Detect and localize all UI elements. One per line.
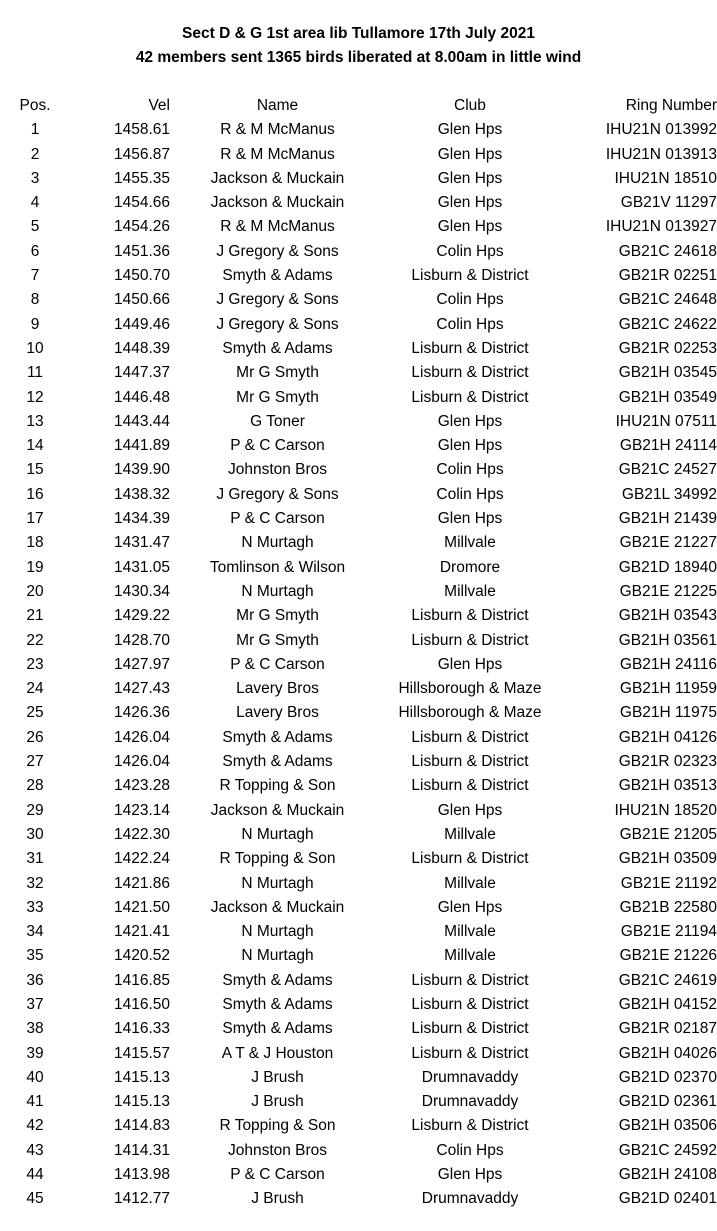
cell-vel: 1423.28 — [113, 777, 170, 795]
cell-pos: 9 — [30, 315, 40, 333]
cell-club: Lisburn & District — [411, 728, 529, 746]
cell-pos: 3 — [30, 169, 40, 187]
cell-club: Colin Hps — [436, 315, 504, 333]
table-row — [0, 386, 717, 410]
cell-vel: 1439.90 — [113, 461, 170, 479]
table-row — [0, 507, 717, 531]
cell-vel: 1414.31 — [113, 1141, 170, 1159]
cell-pos: 20 — [26, 582, 44, 600]
cell-name: J Gregory & Sons — [216, 242, 339, 260]
cell-pos: 44 — [26, 1166, 44, 1184]
cell-vel: 1421.41 — [113, 923, 170, 941]
table-row — [0, 264, 717, 288]
table-row — [0, 118, 717, 142]
cell-club: Millvale — [444, 582, 496, 600]
cell-ring-number: GB21H 24114 — [619, 437, 717, 455]
cell-vel: 1428.70 — [113, 631, 170, 649]
table-row — [0, 993, 717, 1017]
cell-vel: 1414.83 — [113, 1117, 170, 1135]
cell-vel: 1431.05 — [113, 558, 170, 576]
cell-ring-number: GB21H 03509 — [618, 850, 717, 868]
cell-ring-number: GB21E 21192 — [620, 874, 717, 892]
cell-name: Lavery Bros — [236, 680, 319, 698]
cell-vel: 1447.37 — [113, 364, 170, 382]
cell-club: Lisburn & District — [411, 339, 529, 357]
cell-vel: 1456.87 — [113, 145, 170, 163]
cell-club: Glen Hps — [437, 437, 503, 455]
cell-club: Glen Hps — [437, 510, 503, 528]
cell-ring-number: GB21C 24622 — [618, 315, 717, 333]
cell-pos: 6 — [30, 242, 40, 260]
cell-pos: 15 — [26, 461, 44, 479]
cell-club: Millvale — [444, 534, 496, 552]
table-row — [0, 1042, 717, 1066]
cell-name: N Murtagh — [241, 923, 314, 941]
cell-ring-number: GB21C 24619 — [618, 971, 717, 989]
cell-pos: 18 — [26, 534, 44, 552]
cell-ring-number: GB21H 11959 — [619, 680, 717, 698]
cell-pos: 43 — [26, 1141, 44, 1159]
cell-vel: 1427.97 — [113, 655, 170, 673]
cell-pos: 13 — [26, 412, 44, 430]
table-row — [0, 167, 717, 191]
cell-vel: 1412.77 — [113, 1190, 170, 1208]
cell-pos: 27 — [26, 753, 44, 771]
table-row — [0, 604, 717, 628]
cell-name: Smyth & Adams — [222, 1020, 333, 1038]
cell-pos: 14 — [26, 437, 44, 455]
cell-vel: 1454.26 — [113, 218, 170, 236]
cell-club: Hillsborough & Maze — [398, 704, 542, 722]
cell-pos: 24 — [26, 680, 44, 698]
table-row — [0, 920, 717, 944]
cell-ring-number: GB21H 03513 — [618, 777, 717, 795]
cell-vel: 1416.50 — [113, 995, 170, 1013]
table-row — [0, 1114, 717, 1138]
cell-pos: 29 — [26, 801, 44, 819]
table-row — [0, 1187, 717, 1211]
cell-pos: 31 — [26, 850, 44, 868]
table-row — [0, 799, 717, 823]
cell-club: Lisburn & District — [411, 1044, 529, 1062]
cell-name: G Toner — [250, 412, 305, 430]
cell-name: P & C Carson — [230, 1166, 325, 1184]
column-header-name: Name — [256, 97, 299, 114]
column-header-vel: Vel — [148, 97, 170, 114]
cell-ring-number: GB21V 11297 — [620, 194, 717, 212]
cell-vel: 1448.39 — [113, 339, 170, 357]
cell-club: Glen Hps — [437, 169, 503, 187]
cell-vel: 1420.52 — [113, 947, 170, 965]
table-row — [0, 556, 717, 580]
table-row — [0, 872, 717, 896]
cell-ring-number: GB21E 21194 — [620, 923, 717, 941]
cell-ring-number: GB21C 24618 — [618, 242, 717, 260]
table-row — [0, 361, 717, 385]
table-row — [0, 944, 717, 968]
cell-name: Smyth & Adams — [222, 753, 333, 771]
column-header-pos: Pos. — [19, 97, 51, 114]
cell-name: R Topping & Son — [219, 850, 336, 868]
table-row — [0, 434, 717, 458]
table-row — [0, 313, 717, 337]
cell-pos: 38 — [26, 1020, 44, 1038]
cell-name: J Gregory & Sons — [216, 291, 339, 309]
cell-pos: 7 — [30, 267, 40, 285]
cell-pos: 26 — [26, 728, 44, 746]
cell-pos: 32 — [26, 874, 44, 892]
cell-pos: 37 — [26, 995, 44, 1013]
table-row — [0, 580, 717, 604]
table-row — [0, 774, 717, 798]
cell-ring-number: GB21H 03545 — [618, 364, 717, 382]
table-row — [0, 483, 717, 507]
cell-name: Mr G Smyth — [236, 607, 319, 625]
cell-ring-number: GB21C 24527 — [618, 461, 717, 479]
cell-pos: 21 — [26, 607, 44, 625]
cell-pos: 35 — [26, 947, 44, 965]
cell-pos: 36 — [26, 971, 44, 989]
cell-vel: 1443.44 — [113, 412, 170, 430]
cell-pos: 34 — [26, 923, 44, 941]
cell-ring-number: IHU21N 013927 — [605, 218, 717, 236]
table-row — [0, 896, 717, 920]
cell-ring-number: GB21C 24592 — [618, 1141, 717, 1159]
cell-club: Lisburn & District — [411, 388, 529, 406]
cell-name: R Topping & Son — [219, 1117, 336, 1135]
cell-club: Glen Hps — [437, 412, 503, 430]
cell-pos: 11 — [26, 364, 44, 382]
cell-ring-number: GB21D 02361 — [618, 1093, 717, 1111]
cell-vel: 1458.61 — [113, 121, 170, 139]
cell-club: Glen Hps — [437, 145, 503, 163]
cell-vel: 1434.39 — [113, 510, 170, 528]
cell-name: R & M McManus — [220, 145, 335, 163]
cell-club: Lisburn & District — [411, 364, 529, 382]
cell-pos: 8 — [30, 291, 40, 309]
cell-vel: 1416.85 — [113, 971, 170, 989]
cell-club: Glen Hps — [437, 801, 503, 819]
cell-pos: 40 — [26, 1068, 44, 1086]
race-title: Sect D & G 1st area lib Tullamore 17th July 2021 — [182, 25, 535, 42]
cell-vel: 1416.33 — [113, 1020, 170, 1038]
cell-club: Lisburn & District — [411, 777, 529, 795]
cell-vel: 1415.57 — [113, 1044, 170, 1062]
cell-name: Mr G Smyth — [236, 631, 319, 649]
cell-pos: 2 — [30, 145, 40, 163]
table-row — [0, 1163, 717, 1187]
cell-name: N Murtagh — [241, 582, 314, 600]
table-row — [0, 337, 717, 361]
cell-ring-number: IHU21N 07511 — [615, 412, 717, 430]
table-row — [0, 531, 717, 555]
cell-club: Glen Hps — [437, 218, 503, 236]
cell-name: J Brush — [251, 1068, 304, 1086]
table-row — [0, 701, 717, 725]
cell-ring-number: GB21H 04152 — [618, 995, 717, 1013]
table-row — [0, 750, 717, 774]
cell-vel: 1454.66 — [113, 194, 170, 212]
cell-vel: 1429.22 — [113, 607, 170, 625]
cell-club: Lisburn & District — [411, 1020, 529, 1038]
cell-name: Jackson & Muckain — [210, 194, 345, 212]
cell-vel: 1413.98 — [113, 1166, 170, 1184]
cell-name: J Brush — [251, 1190, 304, 1208]
table-row — [0, 847, 717, 871]
cell-pos: 19 — [26, 558, 44, 576]
results-body — [0, 118, 717, 1211]
cell-ring-number: GB21H 04026 — [618, 1044, 717, 1062]
cell-vel: 1422.24 — [113, 850, 170, 868]
cell-name: J Gregory & Sons — [216, 485, 339, 503]
cell-ring-number: IHU21N 18520 — [614, 801, 717, 819]
cell-name: A T & J Houston — [221, 1044, 334, 1062]
cell-club: Drumnavaddy — [421, 1093, 519, 1111]
table-row — [0, 1017, 717, 1041]
cell-name: R & M McManus — [220, 121, 335, 139]
cell-vel: 1423.14 — [113, 801, 170, 819]
cell-club: Drumnavaddy — [421, 1190, 519, 1208]
cell-name: Johnston Bros — [227, 1141, 328, 1159]
column-header-club: Club — [454, 97, 486, 114]
cell-club: Drumnavaddy — [421, 1068, 519, 1086]
cell-name: Smyth & Adams — [222, 339, 333, 357]
table-row — [0, 410, 717, 434]
cell-pos: 33 — [26, 898, 44, 916]
cell-vel: 1430.34 — [113, 582, 170, 600]
cell-ring-number: GB21H 03506 — [618, 1117, 717, 1135]
cell-name: Jackson & Muckain — [210, 801, 345, 819]
document-header — [0, 0, 717, 70]
cell-ring-number: IHU21N 013992 — [605, 121, 717, 139]
cell-pos: 25 — [26, 704, 44, 722]
cell-name: N Murtagh — [241, 825, 314, 843]
cell-name: Mr G Smyth — [236, 364, 319, 382]
cell-club: Colin Hps — [436, 1141, 504, 1159]
cell-club: Glen Hps — [437, 194, 503, 212]
cell-vel: 1421.86 — [113, 874, 170, 892]
cell-ring-number: GB21H 24108 — [618, 1166, 717, 1184]
cell-pos: 39 — [26, 1044, 44, 1062]
table-row — [0, 215, 717, 239]
cell-pos: 45 — [26, 1190, 44, 1208]
race-summary: 42 members sent 1365 birds liberated at 8.00am in little wind — [135, 49, 582, 66]
results-table — [0, 94, 717, 1212]
cell-pos: 5 — [30, 218, 40, 236]
cell-club: Millvale — [444, 825, 496, 843]
cell-name: Tomlinson & Wilson — [209, 558, 346, 576]
cell-club: Glen Hps — [437, 898, 503, 916]
cell-name: P & C Carson — [230, 437, 325, 455]
cell-vel: 1451.36 — [113, 242, 170, 260]
cell-club: Millvale — [444, 923, 496, 941]
cell-name: N Murtagh — [241, 874, 314, 892]
cell-pos: 1 — [30, 121, 40, 139]
cell-name: Smyth & Adams — [222, 267, 333, 285]
table-row — [0, 458, 717, 482]
cell-ring-number: GB21H 03561 — [618, 631, 717, 649]
table-row — [0, 1066, 717, 1090]
cell-club: Dromore — [439, 558, 501, 576]
cell-pos: 42 — [26, 1117, 44, 1135]
cell-ring-number: GB21H 03549 — [618, 388, 717, 406]
cell-name: Smyth & Adams — [222, 728, 333, 746]
cell-name: Smyth & Adams — [222, 971, 333, 989]
cell-pos: 17 — [26, 510, 44, 528]
table-row — [0, 1139, 717, 1163]
cell-name: Jackson & Muckain — [210, 898, 345, 916]
cell-ring-number: GB21L 34992 — [621, 485, 717, 503]
cell-name: R & M McManus — [220, 218, 335, 236]
cell-pos: 41 — [26, 1093, 44, 1111]
cell-vel: 1415.13 — [113, 1093, 170, 1111]
cell-vel: 1426.36 — [113, 704, 170, 722]
cell-ring-number: GB21E 21226 — [619, 947, 717, 965]
cell-ring-number: GB21R 02187 — [618, 1020, 717, 1038]
cell-club: Lisburn & District — [411, 607, 529, 625]
cell-pos: 23 — [26, 655, 44, 673]
cell-club: Lisburn & District — [411, 267, 529, 285]
cell-pos: 28 — [26, 777, 44, 795]
cell-club: Colin Hps — [436, 291, 504, 309]
cell-vel: 1421.50 — [113, 898, 170, 916]
table-row — [0, 240, 717, 264]
cell-ring-number: GB21H 04126 — [618, 728, 717, 746]
cell-vel: 1450.66 — [113, 291, 170, 309]
cell-name: Johnston Bros — [227, 461, 328, 479]
cell-vel: 1446.48 — [113, 388, 170, 406]
cell-name: Lavery Bros — [236, 704, 319, 722]
table-row — [0, 143, 717, 167]
cell-pos: 12 — [26, 388, 44, 406]
table-row — [0, 823, 717, 847]
cell-club: Millvale — [444, 874, 496, 892]
cell-ring-number: IHU21N 013913 — [605, 145, 717, 163]
cell-vel: 1431.47 — [113, 534, 170, 552]
cell-club: Colin Hps — [436, 461, 504, 479]
cell-name: N Murtagh — [241, 534, 314, 552]
table-row — [0, 629, 717, 653]
cell-ring-number: GB21R 02253 — [618, 339, 717, 357]
cell-ring-number: GB21H 11975 — [619, 704, 717, 722]
cell-club: Lisburn & District — [411, 850, 529, 868]
cell-club: Glen Hps — [437, 121, 503, 139]
table-row — [0, 677, 717, 701]
cell-club: Lisburn & District — [411, 995, 529, 1013]
cell-club: Colin Hps — [436, 485, 504, 503]
cell-ring-number: GB21C 24648 — [618, 291, 717, 309]
cell-ring-number: GB21D 18940 — [618, 558, 717, 576]
cell-ring-number: GB21E 21225 — [619, 582, 717, 600]
table-row — [0, 288, 717, 312]
cell-pos: 16 — [26, 485, 44, 503]
table-row — [0, 726, 717, 750]
header-row — [0, 94, 717, 118]
cell-club: Lisburn & District — [411, 753, 529, 771]
cell-club: Hillsborough & Maze — [398, 680, 542, 698]
cell-name: J Brush — [251, 1093, 304, 1111]
cell-vel: 1427.43 — [113, 680, 170, 698]
table-row — [0, 969, 717, 993]
cell-club: Glen Hps — [437, 655, 503, 673]
cell-pos: 10 — [26, 339, 44, 357]
cell-ring-number: GB21D 02370 — [618, 1068, 717, 1086]
cell-pos: 30 — [26, 825, 44, 843]
cell-club: Colin Hps — [436, 242, 504, 260]
cell-club: Glen Hps — [437, 1166, 503, 1184]
cell-ring-number: GB21D 02401 — [618, 1190, 717, 1208]
cell-ring-number: IHU21N 18510 — [614, 169, 717, 187]
table-row — [0, 1090, 717, 1114]
cell-club: Millvale — [444, 947, 496, 965]
cell-club: Lisburn & District — [411, 971, 529, 989]
cell-vel: 1438.32 — [113, 485, 170, 503]
cell-ring-number: GB21H 21439 — [618, 510, 717, 528]
cell-club: Lisburn & District — [411, 1117, 529, 1135]
cell-vel: 1450.70 — [113, 267, 170, 285]
cell-club: Lisburn & District — [411, 631, 529, 649]
cell-ring-number: GB21E 21227 — [619, 534, 717, 552]
cell-ring-number: GB21R 02251 — [618, 267, 717, 285]
cell-vel: 1422.30 — [113, 825, 170, 843]
cell-name: R Topping & Son — [219, 777, 336, 795]
cell-ring-number: GB21E 21205 — [619, 825, 717, 843]
column-header-ring-number: Ring Number — [625, 97, 717, 114]
cell-vel: 1449.46 — [113, 315, 170, 333]
cell-ring-number: GB21H 24116 — [619, 655, 717, 673]
cell-vel: 1455.35 — [113, 169, 170, 187]
cell-ring-number: GB21H 03543 — [618, 607, 717, 625]
cell-name: N Murtagh — [241, 947, 314, 965]
cell-vel: 1415.13 — [113, 1068, 170, 1086]
cell-ring-number: GB21R 02323 — [618, 753, 717, 771]
cell-vel: 1426.04 — [113, 753, 170, 771]
cell-vel: 1441.89 — [113, 437, 170, 455]
cell-name: Jackson & Muckain — [210, 169, 345, 187]
cell-pos: 22 — [26, 631, 44, 649]
table-row — [0, 653, 717, 677]
cell-name: Smyth & Adams — [222, 995, 333, 1013]
cell-name: J Gregory & Sons — [216, 315, 339, 333]
cell-vel: 1426.04 — [113, 728, 170, 746]
cell-name: P & C Carson — [230, 510, 325, 528]
cell-name: P & C Carson — [230, 655, 325, 673]
cell-name: Mr G Smyth — [236, 388, 319, 406]
table-row — [0, 191, 717, 215]
cell-pos: 4 — [30, 194, 40, 212]
cell-ring-number: GB21B 22580 — [619, 898, 717, 916]
